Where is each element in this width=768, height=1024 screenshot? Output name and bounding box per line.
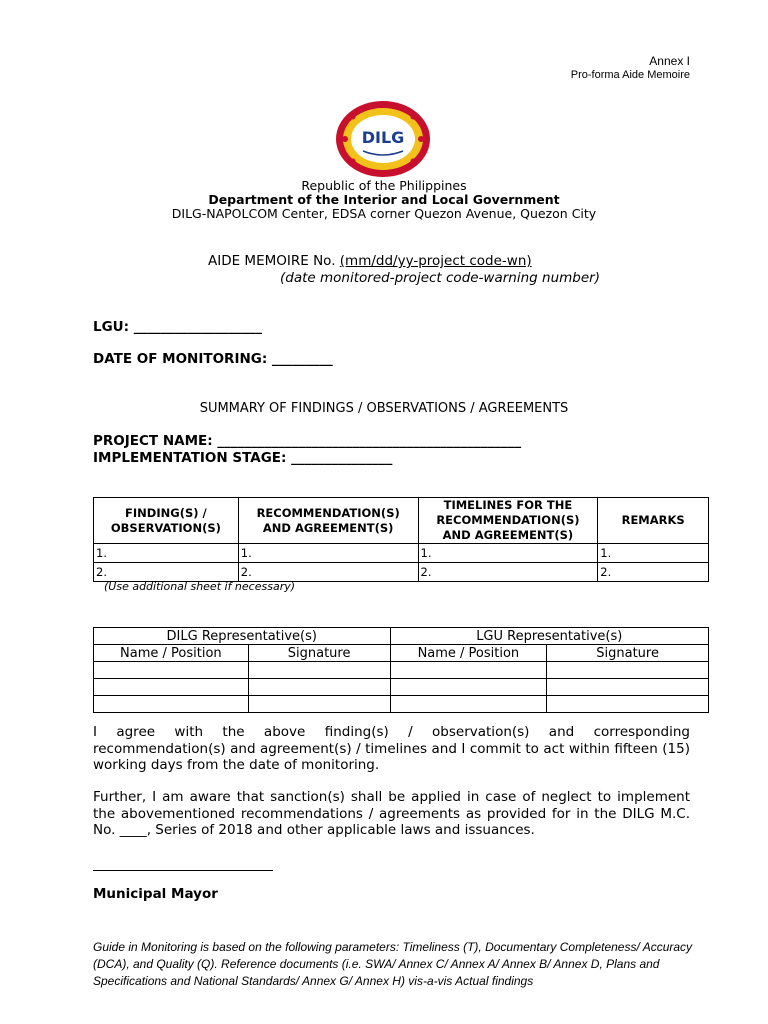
table-cell[interactable] [94, 662, 249, 679]
header-republic: Republic of the Philippines [301, 178, 467, 193]
implementation-stage-field: IMPLEMENTATION STAGE: _______________ [93, 450, 393, 466]
header-department: Department of the Interior and Local Government [208, 192, 560, 207]
table-cell[interactable] [248, 696, 390, 713]
signature-line [93, 870, 273, 871]
lgu-name-position-header: Name / Position [390, 645, 547, 662]
svg-text:DILG: DILG [361, 128, 405, 147]
representatives-table [93, 627, 709, 713]
table-cell[interactable] [547, 662, 709, 679]
dilg-seal-icon [333, 99, 433, 179]
table-cell[interactable] [390, 662, 547, 679]
table-row [94, 696, 709, 713]
table-cell[interactable]: 1. [238, 544, 418, 563]
table-cell[interactable] [390, 696, 547, 713]
summary-title: SUMMARY OF FINDINGS / OBSERVATIONS / AGREEMENTS [199, 401, 569, 416]
table-cell[interactable] [390, 679, 547, 696]
memo-code: (mm/dd/yy-project code-wn) [339, 253, 532, 269]
table-cell[interactable]: 1. [418, 544, 598, 563]
header-remarks: REMARKS [598, 498, 709, 544]
memo-explanation: (date monitored-project code-warning number) [280, 270, 600, 286]
annex-label [571, 54, 690, 82]
dilg-representative-header: DILG Representative(s) [94, 628, 391, 645]
table-row [94, 679, 709, 696]
table-cell[interactable]: 1. [598, 544, 709, 563]
agreement-paragraph: I agree with the above finding(s) / observation(s) and corresponding recommendation(s) and agreement(s) / timelines and I commit to act within fifteen (15) working days from the date of monitoring. [93, 724, 690, 773]
lgu-field: LGU: ___________________ [93, 319, 262, 335]
table-cell[interactable] [94, 679, 249, 696]
table-row [94, 563, 709, 582]
rep-group-row [94, 628, 709, 645]
table-cell[interactable] [248, 662, 390, 679]
table-cell[interactable] [547, 696, 709, 713]
annex-title: Annex I [649, 54, 690, 68]
findings-table [93, 497, 709, 582]
table-cell[interactable]: 2. [94, 563, 239, 582]
dilg-name-position-header: Name / Position [94, 645, 249, 662]
table-cell[interactable] [547, 679, 709, 696]
table-cell[interactable] [94, 696, 249, 713]
lgu-signature-header: Signature [547, 645, 709, 662]
table-cell[interactable]: 1. [94, 544, 239, 563]
additional-sheet-note: (Use additional sheet if necessary) [104, 580, 296, 593]
header-timelines: TIMELINES FOR THE RECOMMENDATION(S) AND AGREEMENT(S) [418, 498, 598, 544]
table-cell[interactable]: 2. [598, 563, 709, 582]
sanctions-paragraph: Further, I am aware that sanction(s) shall be applied in case of neglect to implement the abovementioned recommendations / agreements as provided for in the DILG M.C. No. ____, Series of 2018 and other applicable laws and issuances. [93, 789, 690, 838]
header-address: DILG-NAPOLCOM Center, EDSA corner Quezon Avenue, Quezon City [171, 206, 597, 221]
dilg-signature-header: Signature [248, 645, 390, 662]
table-row [94, 544, 709, 563]
signatory-title: Municipal Mayor [93, 886, 218, 902]
header-findings: FINDING(S) / OBSERVATION(S) [94, 498, 239, 544]
memo-number [208, 253, 532, 269]
project-name-field: PROJECT NAME: _____________________________________________ [93, 433, 522, 449]
header-recommendations: RECOMMENDATION(S) AND AGREEMENT(S) [238, 498, 418, 544]
lgu-representative-header: LGU Representative(s) [390, 628, 708, 645]
date-of-monitoring-field: DATE OF MONITORING: _________ [93, 351, 333, 367]
table-row [94, 662, 709, 679]
table-cell[interactable] [248, 679, 390, 696]
rep-subheader-row [94, 645, 709, 662]
table-cell[interactable]: 2. [418, 563, 598, 582]
findings-header-row [94, 498, 709, 544]
memo-label: AIDE MEMOIRE No. [208, 253, 336, 269]
monitoring-guide-note: Guide in Monitoring is based on the following parameters: Timeliness (T), Documentary Completeness/ Accuracy (DCA), and Quality (Q). Reference documents (i.e. SWA/ Annex C/ Annex A/ Annex B/ Annex D, Plans and Specifications and National Standards/ Annex G/ Annex H) vis-a-vis Actual findings [93, 940, 693, 988]
annex-subtitle: Pro-forma Aide Memoire [570, 69, 690, 81]
table-cell[interactable]: 2. [238, 563, 418, 582]
